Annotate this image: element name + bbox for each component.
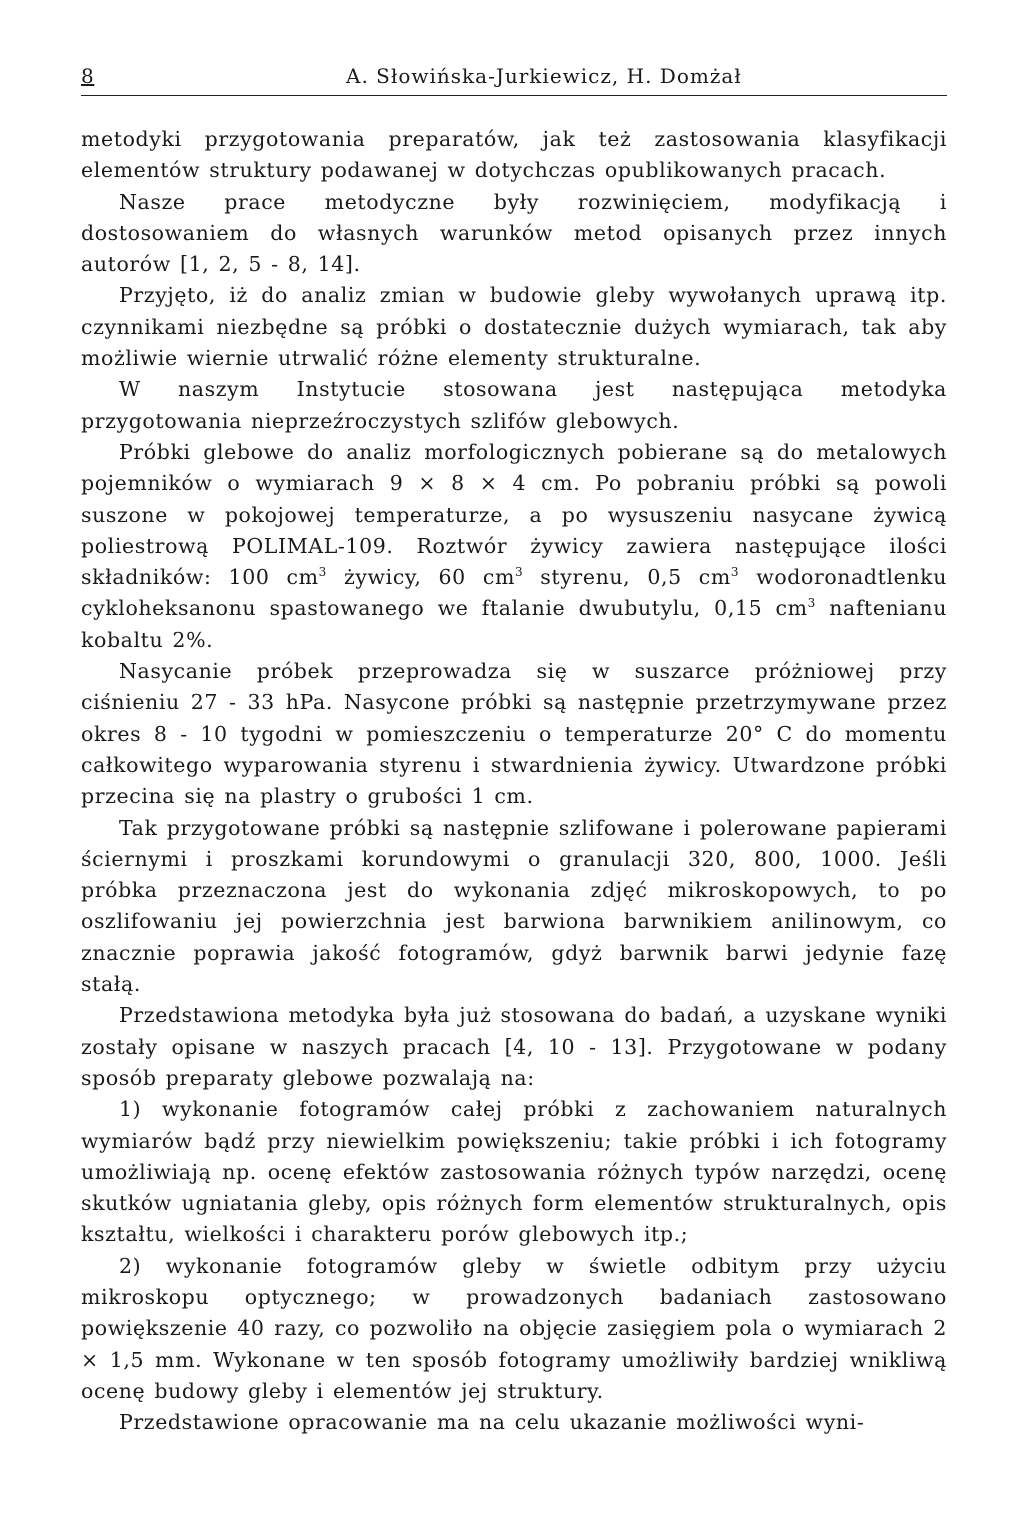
running-head: A. Słowińska-Jurkiewicz, H. Domżał xyxy=(346,64,742,88)
superscript: 3 xyxy=(807,596,816,611)
paragraph xyxy=(81,1094,947,1250)
page-number: 8 xyxy=(81,64,95,88)
paragraph xyxy=(81,280,947,374)
page-header xyxy=(81,0,947,96)
paragraph xyxy=(81,124,947,187)
paragraph xyxy=(81,374,947,437)
superscript: 3 xyxy=(730,565,740,580)
text-run: 1) wykonanie fotogramów całej próbki z zachowaniem naturalnych wymiarów bądź przy niewielkim powiększeniu; takie próbki i ich fotogramy umożliwiają np. ocenę efektów zastosowania różnych typów narzędzi, ocenę skutków ugniatania gleby, opis różnych form elementów strukturalnych, opis kształtu, wielkości i charakteru porów glebowych itp.; xyxy=(81,1097,947,1247)
paragraph xyxy=(81,187,947,281)
text-run: Tak przygotowane próbki są następnie szlifowane i polerowane papierami ściernymi i proszkami korundowymi o granulacji 320, 800, 1000. Jeśli próbka przeznaczona jest do wykonania zdjęć mikroskopowych, to po oszlifowaniu jej powierzchnia jest barwiona barwnikiem anilinowym, co znacznie poprawia jakość fotogramów, gdyż barwnik barwi jedynie fazę stałą. xyxy=(81,815,947,997)
superscript: 3 xyxy=(318,565,327,580)
text-run: Nasycanie próbek przeprowadza się w suszarce próżniowej przy ciśnieniu 27 - 33 hPa. Nasycone próbki są następnie przetrzymywane przez okres 8 - 10 tygodni w pomieszczeniu o temperaturze 20° C do momentu całkowitego wyparowania styrenu i stwardnienia żywicy. Utwardzone próbki przecina się na plastry o grubości 1 cm. xyxy=(81,659,947,809)
text-run: żywicy, 60 cm xyxy=(326,565,515,590)
text-run: W naszym Instytucie stosowana jest następująca metodyka przygotowania nieprzeźroczystych szlifów glebowych. xyxy=(81,377,947,433)
paragraph xyxy=(81,1407,947,1438)
header-rule xyxy=(81,95,947,96)
text-run: metodyki przygotowania preparatów, jak też zastosowania klasyfikacji elementów struktury podawanej w dotychczas opublikowanych pracach. xyxy=(81,127,947,183)
text-run: Przyjęto, iż do analiz zmian w budowie gleby wywołanych uprawą itp. czynnikami niezbędne są próbki o dostatecznie dużych wymiarach, tak aby możliwie wiernie utrwalić różne elementy strukturalne. xyxy=(81,283,947,371)
text-run: styrenu, 0,5 cm xyxy=(523,565,731,590)
text-run: 2) wykonanie fotogramów gleby w świetle odbitym przy użyciu mikroskopu optycznego; w prowadzonych badaniach zastosowano powiększenie 40 razy, co pozwoliło na objęcie zasięgiem pola o wymiarach 2 × 1,5 mm. Wykonane w ten sposób fotogramy umożliwiły bardziej wnikliwą ocenę budowy gleby i elementów jej struktury. xyxy=(81,1253,947,1403)
text-run: wodoronadtlenku cykloheksanonu spastowanego we ftalanie dwubutylu, 0,15 cm xyxy=(81,565,947,621)
paragraph xyxy=(81,813,947,1001)
paragraph xyxy=(81,1251,947,1407)
text-run: Przedstawione opracowanie ma na celu ukazanie możliwości wyni- xyxy=(119,1410,865,1435)
paragraph xyxy=(81,437,947,656)
paragraph xyxy=(81,1000,947,1094)
body-text xyxy=(81,124,947,1438)
superscript: 3 xyxy=(515,565,524,580)
text-run: Próbki glebowe do analiz morfologicznych pobierane są do metalowych pojemników o wymiarach 9 × 8 × 4 cm. Po pobraniu próbki są powoli suszone w pokojowej temperaturze, a po wysuszeniu nasycane żywicą poliestrową POLIMAL-109. Roztwór żywicy zawiera następujące ilości składników: 100 cm xyxy=(81,439,947,590)
paragraph xyxy=(81,656,947,812)
text-run: Nasze prace metodyczne były rozwinięciem, modyfikacją i dostosowaniem do własnych warunków metod opisanych przez innych autorów [1, 2, 5 - 8, 14]. xyxy=(81,189,947,277)
text-run: naftenianu kobaltu 2%. xyxy=(81,596,947,652)
text-run: Przedstawiona metodyka była już stosowana do badań, a uzyskane wyniki zostały opisane w naszych pracach [4, 10 - 13]. Przygotowane w podany sposób preparaty glebowe pozwalają na: xyxy=(81,1003,947,1090)
page xyxy=(81,0,947,1435)
